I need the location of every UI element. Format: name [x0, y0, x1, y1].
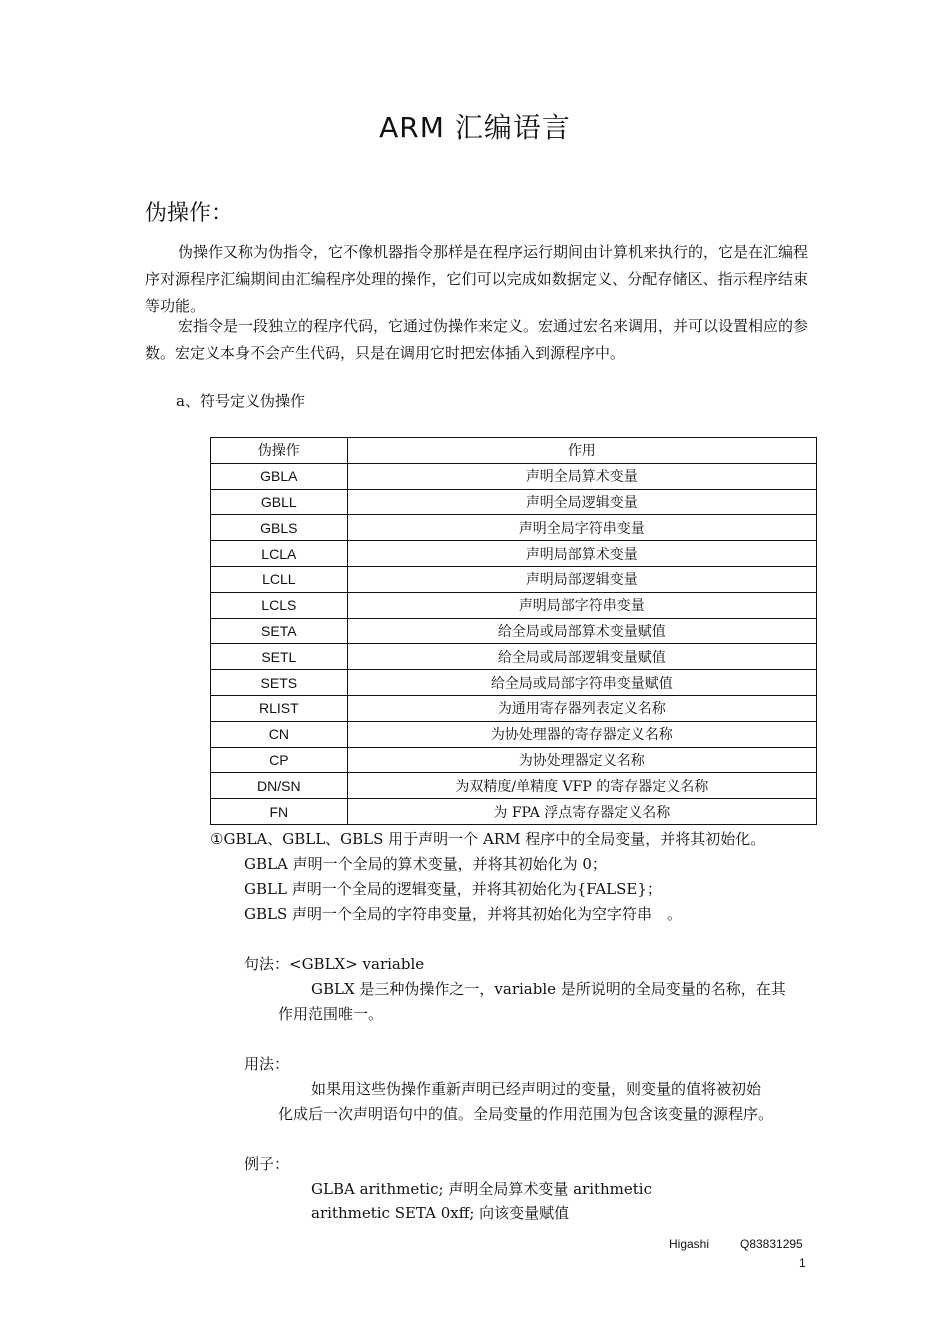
table-row — [211, 566, 817, 592]
table-cell-desc: 为 FPA 浮点寄存器定义名称 — [347, 799, 816, 825]
table-row — [211, 515, 817, 541]
subheading-symbol-definition: a、符号定义伪操作 — [176, 392, 305, 410]
table-cell-desc: 为通用寄存器列表定义名称 — [347, 695, 816, 721]
table-cell-op: CP — [211, 747, 348, 773]
table-row — [211, 773, 817, 799]
footer-qq: Q83831295 — [740, 1237, 803, 1251]
table-row — [211, 747, 817, 773]
table-row — [211, 489, 817, 515]
example-line-1: GLBA arithmetic; 声明全局算术变量 arithmetic — [311, 1180, 653, 1198]
table-cell-desc: 为协处理器定义名称 — [347, 747, 816, 773]
gbll-description: GBLL 声明一个全局的逻辑变量，并将其初始化为{FALSE}； — [244, 880, 662, 898]
syntax-label: 句法：<GBLX> variable — [244, 955, 425, 973]
table-cell-desc: 给全局或局部逻辑变量赋值 — [347, 644, 816, 670]
table-cell-desc: 为协处理器的寄存器定义名称 — [347, 721, 816, 747]
gbls-description: GBLS 声明一个全局的字符串变量，并将其初始化为空字符串 。 — [244, 905, 683, 923]
usage-label: 用法： — [244, 1055, 290, 1073]
table-cell-op: SETA — [211, 618, 348, 644]
syntax-line-2: 作用范围唯一。 — [278, 1005, 384, 1023]
table-row — [211, 670, 817, 696]
table-row — [211, 721, 817, 747]
table-row — [211, 592, 817, 618]
section-heading: 伪操作： — [145, 201, 234, 226]
intro-paragraph-1: 伪操作又称为伪指令，它不像机器指令那样是在程序运行期间由计算机来执行的，它是在汇编程序对源程序汇编期间由汇编程序处理的操作，它们可以完成如数据定义、分配存储区、指示程序结束等功能。 — [145, 243, 809, 315]
table-cell-op: RLIST — [211, 695, 348, 721]
table-cell-op: LCLL — [211, 566, 348, 592]
table-header-function: 作用 — [347, 438, 816, 464]
table-cell-op: LCLS — [211, 592, 348, 618]
gbla-description: GBLA 声明一个全局的算术变量，并将其初始化为 0； — [244, 855, 607, 873]
table-row — [211, 644, 817, 670]
table-cell-desc: 声明局部逻辑变量 — [347, 566, 816, 592]
usage-line-1: 如果用这些伪操作重新声明已经声明过的变量，则变量的值将被初始 — [311, 1080, 762, 1098]
intro-paragraph-2: 宏指令是一段独立的程序代码，它通过伪操作来定义。宏通过宏名来调用，并可以设置相应的参数。宏定义本身不会产生代码，只是在调用它时把宏体插入到源程序中。 — [145, 317, 809, 362]
table-cell-desc: 给全局或局部算术变量赋值 — [347, 618, 816, 644]
table-cell-desc: 声明全局算术变量 — [347, 463, 816, 489]
example-label: 例子： — [244, 1155, 290, 1173]
table-row — [211, 541, 817, 567]
table-row — [211, 695, 817, 721]
table-cell-desc: 声明全局字符串变量 — [347, 515, 816, 541]
page-title: ARM 汇编语言 — [379, 111, 571, 144]
table-row — [211, 618, 817, 644]
table-header-pseudo-op: 伪操作 — [211, 438, 348, 464]
table-row — [211, 799, 817, 825]
table-cell-desc: 声明局部算术变量 — [347, 541, 816, 567]
syntax-line-1: GBLX 是三种伪操作之一，variable 是所说明的全局变量的名称，在其 — [311, 980, 786, 998]
pseudo-op-table — [210, 437, 817, 825]
table-cell-desc: 为双精度/单精度 VFP 的寄存器定义名称 — [347, 773, 816, 799]
table-cell-op: GBLL — [211, 489, 348, 515]
table-header-row — [211, 438, 817, 464]
footer-author: Higashi — [669, 1237, 710, 1251]
table-cell-op: LCLA — [211, 541, 348, 567]
footer-page-number: 1 — [799, 1256, 806, 1270]
table-cell-op: SETL — [211, 644, 348, 670]
table-cell-desc: 声明局部字符串变量 — [347, 592, 816, 618]
table-cell-op: DN/SN — [211, 773, 348, 799]
example-line-2: arithmetic SETA 0xff; 向该变量赋值 — [311, 1204, 570, 1222]
table-cell-op: GBLS — [211, 515, 348, 541]
table-cell-desc: 给全局或局部字符串变量赋值 — [347, 670, 816, 696]
usage-line-2: 化成后一次声明语句中的值。全局变量的作用范围为包含该变量的源程序。 — [278, 1105, 774, 1123]
table-cell-desc: 声明全局逻辑变量 — [347, 489, 816, 515]
table-row — [211, 463, 817, 489]
table-cell-op: SETS — [211, 670, 348, 696]
note-global-declaration: ①GBLA、GBLL、GBLS 用于声明一个 ARM 程序中的全局变量，并将其初始化。 — [210, 830, 766, 848]
table-cell-op: CN — [211, 721, 348, 747]
table-cell-op: FN — [211, 799, 348, 825]
table-cell-op: GBLA — [211, 463, 348, 489]
